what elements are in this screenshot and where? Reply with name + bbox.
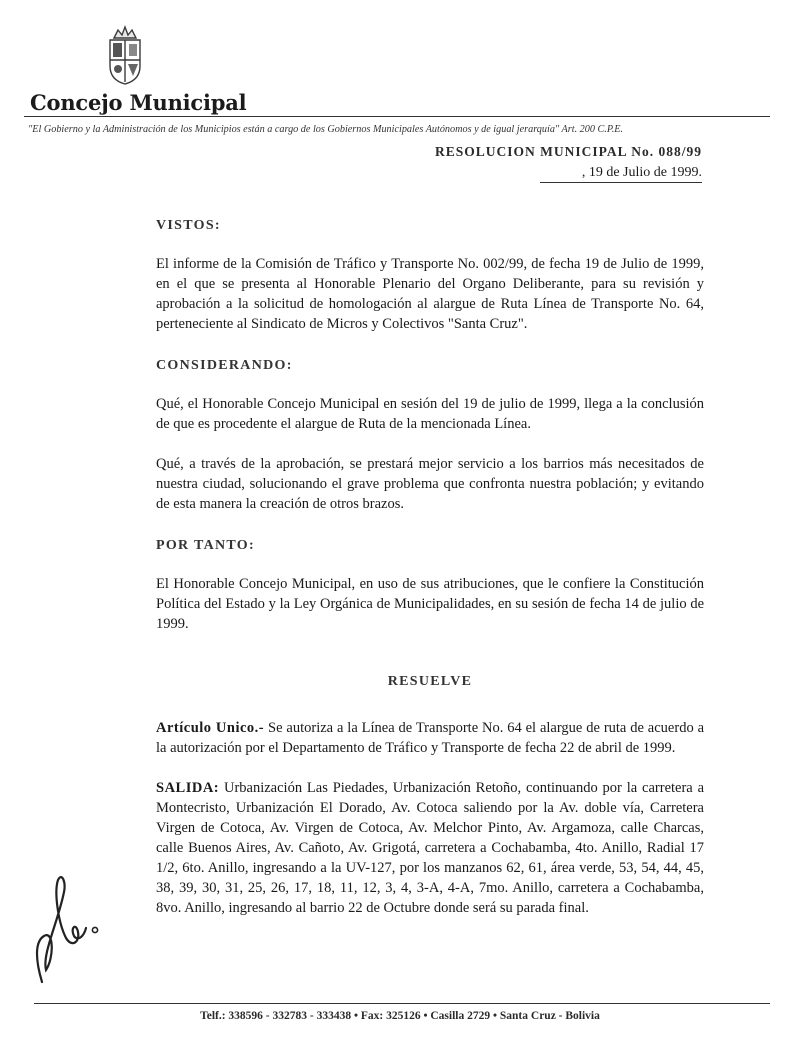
handwritten-signature bbox=[28, 862, 108, 992]
organization-name: Concejo Municipal bbox=[30, 90, 247, 115]
article-label: Artículo Unico.- bbox=[156, 720, 265, 736]
coat-of-arms-icon bbox=[104, 24, 146, 86]
section-heading-considerando: CONSIDERANDO: bbox=[156, 358, 293, 373]
section-heading-vistos: VISTOS: bbox=[156, 218, 221, 233]
section-heading-resuelve: RESUELVE bbox=[387, 674, 473, 689]
considerando-paragraph-1: Qué, el Honorable Concejo Municipal en sesión del 19 de julio de 1999, llega a la conclusión de que es procedente el alargue de Ruta de la mencionada Línea. bbox=[156, 396, 704, 432]
footer-contact: Telf.: 338596 - 332783 - 333438 • Fax: 325126 • Casilla 2729 • Santa Cruz - Bolivia bbox=[200, 1010, 600, 1022]
header-divider bbox=[24, 116, 770, 117]
salida-paragraph bbox=[156, 778, 704, 918]
footer-divider bbox=[34, 1003, 770, 1004]
considerando-paragraph-2: Qué, a través de la aprobación, se prestará mejor servicio a los barrios más necesitados de nuestra ciudad, solucionando el grave problema que confronta nuestra población; y evitando de esta manera la creación de otros brazos. bbox=[156, 456, 704, 512]
article-text: Se autoriza a la Línea de Transporte No. 64 el alargue de ruta de acuerdo a la autorización por el Departamento de Tráfico y Transporte de fecha 22 de abril de 1999. bbox=[156, 720, 705, 756]
vistos-paragraph: El informe de la Comisión de Tráfico y Transporte No. 002/99, de fecha 19 de Julio de 1999, en el que se presenta al Honorable Plenario del Organo Deliberante, para su revisión y aprobación a la solicitud de homologación al alargue de Ruta Línea de Transporte No. 64, perteneciente al Sindicato de Micros y Colectivos "Santa Cruz". bbox=[156, 256, 704, 332]
resolution-date: , 19 de Julio de 1999. bbox=[540, 165, 702, 183]
resolution-number: RESOLUCION MUNICIPAL No. 088/99 bbox=[434, 144, 702, 159]
section-heading-por-tanto: POR TANTO: bbox=[156, 538, 255, 553]
por-tanto-paragraph: El Honorable Concejo Municipal, en uso de sus atribuciones, que le confiere la Constitución Política del Estado y la Ley Orgánica de Municipalidades, en su sesión de fecha 14 de julio de 1999. bbox=[156, 576, 704, 632]
salida-text: Urbanización Las Piedades, Urbanización Retoño, continuando por la carretera a Montecristo, Urbanización El Dorado, Av. Cotoca saliendo por la Av. doble vía, Carretera Virgen de Cotoca, Av. Virgen de Cotoca, Av. Melchor Pinto, Av. Argamoza, calle Charcas, calle Buenos Aires, Av. Cañoto, Av. Grigotá, carretera a Cochabamba, 4to. Anillo, Radial 17 1/2, 6to. Anillo, ingresando a la UV-127, por los manzanos 62, 61, área verde, 53, 54, 44, 45, 38, 39, 30, 31, 25, 26, 17, 18, 11, 12, 3, 4, 3-A, 4-A, 7mo. Anillo, carretera a Cochabamba, 8vo. Anillo, ingresando al barrio 22 de Octubre donde será su parada final. bbox=[156, 780, 705, 916]
document-body bbox=[156, 218, 704, 918]
article-unico bbox=[156, 718, 704, 758]
salida-label: SALIDA: bbox=[156, 780, 220, 796]
motto: "El Gobierno y la Administración de los Municipios están a cargo de los Gobiernos Municipales Autónomos y de igual jerarquía" Art. 200 C.P.E. bbox=[28, 124, 624, 135]
